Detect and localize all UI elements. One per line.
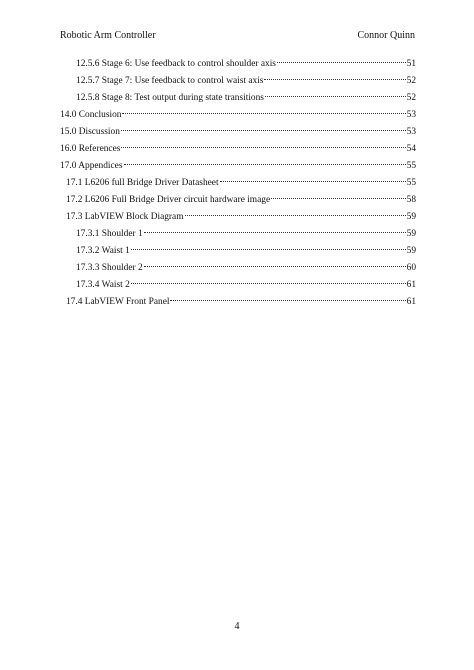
toc-entry-label: 14.0 Conclusion [60, 110, 122, 120]
table-of-contents [60, 56, 416, 311]
toc-entry-page: 54 [406, 144, 416, 154]
toc-dot-leader [121, 129, 406, 131]
toc-entry[interactable] [60, 141, 416, 158]
toc-entry[interactable] [60, 124, 416, 141]
page-number: 4 [234, 621, 240, 632]
toc-entry[interactable] [60, 158, 416, 175]
toc-dot-leader [220, 180, 406, 182]
toc-entry-label: 17.3.4 Waist 2 [76, 280, 130, 290]
toc-entry-page: 61 [406, 280, 416, 290]
toc-dot-leader [131, 282, 406, 284]
toc-dot-leader [131, 248, 406, 250]
toc-entry-page: 60 [406, 263, 416, 273]
toc-entry[interactable] [60, 192, 416, 209]
toc-entry[interactable] [60, 90, 416, 107]
toc-entry-page: 59 [406, 229, 416, 239]
toc-dot-leader [121, 146, 405, 148]
toc-entry-label: 12.5.7 Stage 7: Use feedback to control waist axis [76, 76, 264, 86]
toc-entry-label: 12.5.8 Stage 8: Test output during state transitions [76, 93, 264, 103]
toc-dot-leader [144, 265, 406, 267]
toc-entry[interactable] [60, 243, 416, 260]
toc-entry[interactable] [60, 226, 416, 243]
toc-entry-page: 51 [406, 59, 416, 69]
toc-entry-page: 61 [406, 297, 416, 307]
toc-entry-page: 52 [406, 93, 416, 103]
toc-entry[interactable] [60, 209, 416, 226]
toc-entry-label: 17.3 LabVIEW Block Diagram [66, 212, 184, 222]
toc-dot-leader [185, 214, 406, 216]
toc-dot-leader [122, 112, 405, 114]
toc-dot-leader [265, 95, 406, 97]
toc-entry-page: 52 [406, 76, 416, 86]
toc-entry-page: 55 [406, 161, 416, 171]
toc-dot-leader [271, 197, 406, 199]
toc-entry-page: 53 [406, 127, 416, 137]
toc-entry[interactable] [60, 294, 416, 311]
toc-dot-leader [124, 163, 406, 165]
running-header-author: Connor Quinn [357, 30, 415, 41]
toc-entry-label: 17.4 LabVIEW Front Panel [66, 297, 170, 307]
toc-entry-label: 17.0 Appendices [60, 161, 123, 171]
toc-entry-label: 17.3.1 Shoulder 1 [76, 229, 143, 239]
toc-dot-leader [170, 299, 405, 301]
toc-dot-leader [277, 61, 406, 63]
toc-entry-page: 55 [406, 178, 416, 188]
toc-entry-label: 17.3.3 Shoulder 2 [76, 263, 143, 273]
toc-entry[interactable] [60, 56, 416, 73]
toc-dot-leader [144, 231, 406, 233]
toc-entry[interactable] [60, 260, 416, 277]
toc-entry-page: 53 [406, 110, 416, 120]
toc-entry-label: 17.2 L6206 Full Bridge Driver circuit hardware image [66, 195, 271, 205]
toc-entry[interactable] [60, 277, 416, 294]
toc-entry-label: 12.5.6 Stage 6: Use feedback to control shoulder axis [76, 59, 276, 69]
toc-dot-leader [264, 78, 405, 80]
toc-entry-label: 17.1 L6206 full Bridge Driver Datasheet [66, 178, 219, 188]
toc-entry[interactable] [60, 73, 416, 90]
toc-entry[interactable] [60, 175, 416, 192]
toc-entry-label: 17.3.2 Waist 1 [76, 246, 130, 256]
running-header-title: Robotic Arm Controller [60, 30, 156, 41]
toc-entry-page: 59 [406, 246, 416, 256]
toc-entry[interactable] [60, 107, 416, 124]
toc-entry-page: 58 [406, 195, 416, 205]
toc-entry-label: 16.0 References [60, 144, 121, 154]
toc-entry-page: 59 [406, 212, 416, 222]
toc-entry-label: 15.0 Discussion [60, 127, 120, 137]
